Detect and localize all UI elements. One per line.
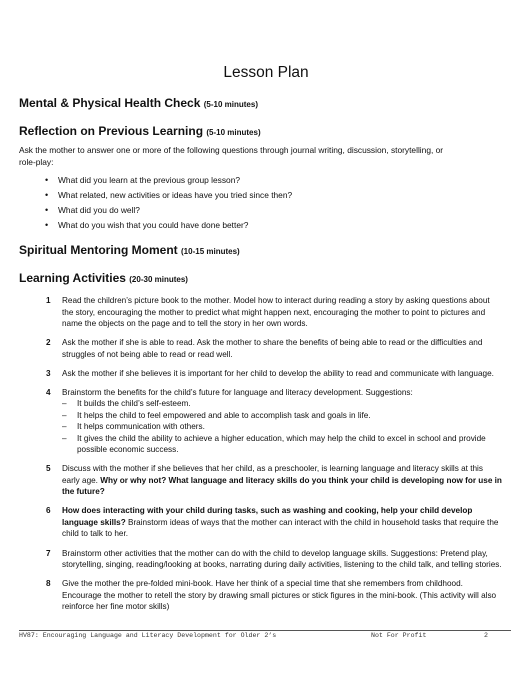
bullet-icon: • (45, 220, 49, 230)
dash-icon: – (62, 433, 67, 443)
list-item: • What do you wish that you could have done better? (58, 218, 292, 233)
activity-item (46, 578, 502, 613)
heading-duration: (5-10 minutes) (203, 100, 258, 109)
heading-text: Mental & Physical Health Check (19, 96, 201, 110)
activity-text: Give the mother the pre-folded mini-book. Have her think of a special time that she remembers from childhood. Encourage the mother to retell the story by drawing small pictures or stick figures in the mini-book. (This activity will also reinforce her fine motor skills) (62, 579, 497, 612)
activity-text: Brainstorm the benefits for the child’s future for language and literacy development. Suggestions: (62, 387, 413, 397)
activity-list (46, 295, 502, 620)
activity-number: 7 (46, 548, 51, 558)
bullet-icon: • (45, 190, 49, 200)
bullet-icon: • (45, 205, 49, 215)
suggestion-list (62, 398, 502, 456)
activity-number: 4 (46, 387, 51, 397)
reflection-question-list (45, 173, 293, 233)
heading-text: Reflection on Previous Learning (19, 124, 204, 138)
heading-duration: (5-10 minutes) (206, 128, 261, 137)
activity-text: Ask the mother if she is able to read. Ask the mother to share the benefits of being able to read or the difficulties and struggles of not being able to read or read well. (62, 338, 483, 359)
activity-text: Brainstorm ideas of ways that the mother can interact with the child in household tasks that require the child to talk to her. (62, 517, 499, 539)
page-number: 2 (484, 632, 488, 639)
list-item: – It gives the child the ability to achieve a higher education, which may help the child to excel in school and provide possible economic success. (62, 433, 486, 455)
activity-item (46, 505, 502, 540)
activity-item (46, 295, 502, 330)
activity-text: Read the children’s picture book to the mother. Model how to interact during reading a story by asking questions about the story, encouraging the mother to predict what might happen next, encouraging the mother to point to pictures and name the objects on the page and to tell the story in her own words. (62, 296, 490, 328)
activity-item (46, 463, 502, 498)
list-item: • What did you do well? (58, 203, 292, 218)
activity-number: 6 (46, 506, 51, 516)
activity-number: 5 (46, 464, 51, 474)
list-item: – It helps communication with others. (62, 422, 205, 432)
activity-item (46, 548, 502, 571)
footer-document-title: HV87: Encouraging Language and Literacy Development for Older 2’s (19, 632, 277, 639)
bullet-icon: • (45, 175, 49, 185)
dash-icon: – (62, 410, 67, 420)
list-item: – It builds the child’s self-esteem. (62, 399, 191, 409)
list-item: • What did you learn at the previous group lesson? (58, 173, 292, 188)
activity-item (46, 337, 502, 360)
activity-number: 8 (46, 579, 51, 589)
heading-duration: (10-15 minutes) (181, 247, 240, 256)
page-title: Lesson Plan (223, 64, 309, 81)
list-item: • What related, new activities or ideas have you tried since then? (58, 188, 292, 203)
section-heading-health (19, 96, 258, 110)
dash-icon: – (62, 399, 67, 409)
section-heading-spiritual (19, 243, 240, 257)
section-heading-activities (19, 271, 188, 285)
activity-number: 2 (46, 338, 51, 348)
activity-text: Brainstorm other activities that the mother can do with the child to develop language skills. Suggestions: Pretend play, storytelling, singing, reading/looking at books, narrating during daily activities, listening to the child talk, and telling stories. (62, 548, 502, 570)
heading-text: Learning Activities (19, 271, 126, 285)
activity-number: 1 (46, 296, 51, 305)
activity-item (46, 387, 502, 456)
section-heading-reflection (19, 124, 261, 138)
list-item: – It helps the child to feel empowered and able to accomplish task and goals in life. (62, 410, 371, 420)
dash-icon: – (62, 422, 67, 432)
reflection-intro: Ask the mother to answer one or more of the following questions through journal writing, discussion, storytelling, or role-play: (19, 145, 444, 167)
activity-item (46, 368, 502, 380)
footer-notice: Not For Profit (371, 632, 427, 639)
footer-divider (19, 630, 511, 631)
heading-duration: (20-30 minutes) (129, 275, 188, 284)
activity-bold-text: How does interacting with your child during tasks, such as washing and cooking, help your child develop language skills? (62, 506, 473, 527)
activity-bold-text: Why or why not? What language and literacy skills do you think your child is developing now for use in the future? (62, 475, 502, 497)
activity-number: 3 (46, 368, 51, 378)
activity-text: Discuss with the mother if she believes that her child, as a preschooler, is learning language and literacy skills at this early age. (62, 464, 483, 485)
activity-text: Ask the mother if she believes it is important for her child to develop the ability to read and communicate with language. (62, 368, 494, 378)
heading-text: Spiritual Mentoring Moment (19, 243, 178, 257)
